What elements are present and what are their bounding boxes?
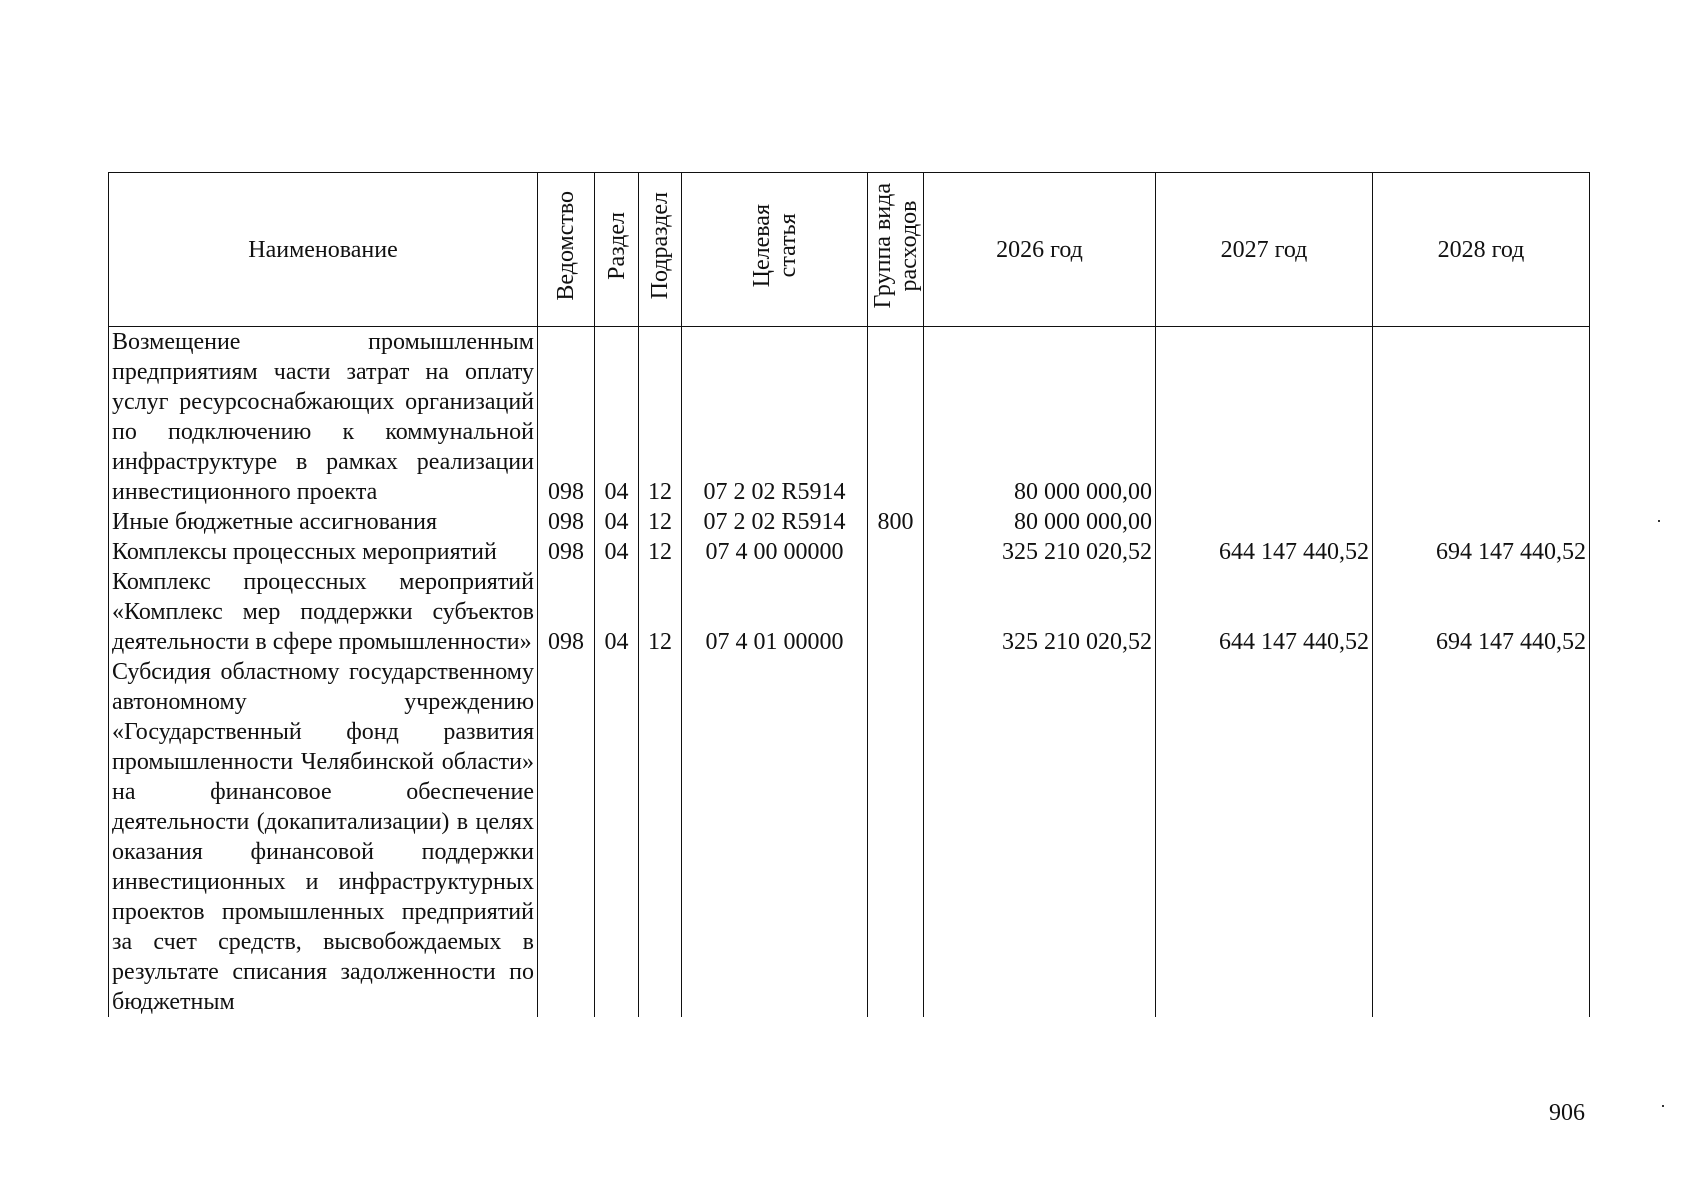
row-section: 04 <box>595 327 639 508</box>
table-row <box>109 507 1590 537</box>
row-department: 098 <box>538 327 595 508</box>
row-2026: 325 210 020,52 <box>924 537 1156 567</box>
row-target-article: 07 4 00 00000 <box>682 537 868 567</box>
row-2028 <box>1373 507 1590 537</box>
row-name: Комплекс процессных мероприятий «Комплекс мер поддержки субъектов деятельности в сфере промышленности» <box>109 567 538 657</box>
row-2027: 644 147 440,52 <box>1156 567 1373 657</box>
row-expense-group <box>868 657 924 1017</box>
row-name: Субсидия областному государственному автономному учреждению «Государственный фонд развития промышленности Челябинской области» на финансовое обеспечение деятельности (докапитализации) в целях оказания финансовой поддержки инвестиционных и инфраструктурных проектов промышленных предприятий за счет средств, высвобождаемых в результате списания задолженности по бюджетным <box>109 657 538 1017</box>
row-subsection: 12 <box>639 507 682 537</box>
row-target-article: 07 2 02 R5914 <box>682 327 868 508</box>
row-2026 <box>924 657 1156 1017</box>
header-name: Наименование <box>109 173 538 327</box>
table-row <box>109 327 1590 508</box>
row-section: 04 <box>595 507 639 537</box>
row-section: 04 <box>595 537 639 567</box>
row-target-article <box>682 657 868 1017</box>
row-subsection: 12 <box>639 567 682 657</box>
row-2028 <box>1373 657 1590 1017</box>
table-row <box>109 537 1590 567</box>
row-2028: 694 147 440,52 <box>1373 567 1590 657</box>
row-subsection: 12 <box>639 327 682 508</box>
header-2028: 2028 год <box>1373 173 1590 327</box>
row-2026: 325 210 020,52 <box>924 567 1156 657</box>
table-row <box>109 567 1590 657</box>
row-name: Возмещение промышленным предприятиям части затрат на оплату услуг ресурсоснабжающих организаций по подключению к коммунальной инфраструктуре в рамках реализации инвестиционного проекта <box>109 327 538 508</box>
row-2027 <box>1156 657 1373 1017</box>
row-expense-group: 800 <box>868 507 924 537</box>
scan-speck <box>1662 1105 1664 1107</box>
row-2026: 80 000 000,00 <box>924 507 1156 537</box>
row-2027 <box>1156 507 1373 537</box>
page-number: 906 <box>1549 1100 1585 1126</box>
row-2028: 694 147 440,52 <box>1373 537 1590 567</box>
row-expense-group <box>868 537 924 567</box>
row-department: 098 <box>538 567 595 657</box>
header-subsection: Подраздел <box>639 173 682 327</box>
row-2028 <box>1373 327 1590 508</box>
header-2026: 2026 год <box>924 173 1156 327</box>
table-row <box>109 657 1590 1017</box>
scan-speck <box>1658 520 1660 522</box>
row-2027: 644 147 440,52 <box>1156 537 1373 567</box>
row-2027 <box>1156 327 1373 508</box>
header-department: Ведомство <box>538 173 595 327</box>
row-name: Комплексы процессных мероприятий <box>109 537 538 567</box>
budget-table <box>108 172 1590 1017</box>
row-section <box>595 657 639 1017</box>
header-2027: 2027 год <box>1156 173 1373 327</box>
row-2026: 80 000 000,00 <box>924 327 1156 508</box>
row-department: 098 <box>538 507 595 537</box>
row-department <box>538 657 595 1017</box>
row-name: Иные бюджетные ассигнования <box>109 507 538 537</box>
row-expense-group <box>868 567 924 657</box>
row-subsection: 12 <box>639 537 682 567</box>
row-expense-group <box>868 327 924 508</box>
header-section: Раздел <box>595 173 639 327</box>
header-expense-group: Группа вида расходов <box>868 173 924 327</box>
row-target-article: 07 2 02 R5914 <box>682 507 868 537</box>
row-target-article: 07 4 01 00000 <box>682 567 868 657</box>
header-target-article: Целевая статья <box>682 173 868 327</box>
row-section: 04 <box>595 567 639 657</box>
header-row <box>109 173 1590 327</box>
row-subsection <box>639 657 682 1017</box>
row-department: 098 <box>538 537 595 567</box>
